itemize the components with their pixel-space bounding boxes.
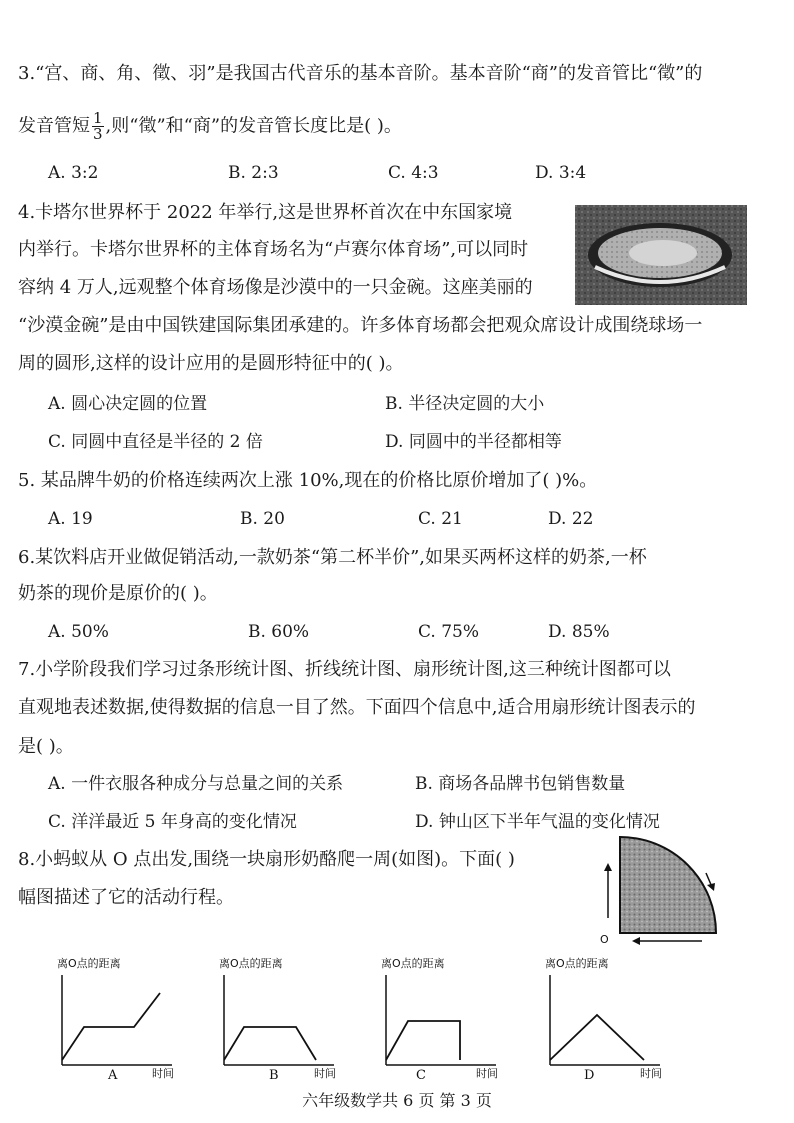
graph-a-ylabel: 离O点的距离 [57,957,121,970]
q6-option-c: C. 75% [418,622,479,642]
q4-line5: 周的圆形,这样的设计应用的是圆形特征中的( )。 [18,353,404,374]
q6-option-b: B. 60% [248,622,310,642]
q4-option-c: C. 同圆中直径是半径的 2 倍 [48,432,263,452]
graph-c [376,955,526,1080]
q3-option-a: A. 3:2 [48,163,99,183]
q5-line: 5. 某品牌牛奶的价格连续两次上涨 10%,现在的价格比原价增加了( )%。 [18,470,598,491]
graph-b-xlabel: 时间 [314,1067,336,1080]
q3-frac-den: 3 [93,125,103,143]
q5-option-c: C. 21 [418,509,463,529]
q7-line3: 是( )。 [18,736,74,757]
q6-option-a: A. 50% [48,622,109,642]
q7-option-d: D. 钟山区下半年气温的变化情况 [415,812,660,832]
q7-line2: 直观地表述数据,使得数据的信息一目了然。下面四个信息中,适合用扇形统计图表示的 [18,697,696,718]
stadium-photo [575,205,747,305]
graph-d-label: D [584,1068,595,1080]
graph-a-xlabel: 时间 [152,1067,174,1080]
graph-d [540,955,690,1080]
graph-b-label: B [269,1068,279,1080]
q3-option-d: D. 3:4 [535,163,587,183]
q3-option-c: C. 4:3 [388,163,439,183]
q6-line1: 6.某饮料店开业做促销活动,一款奶茶“第二杯半价”,如果买两杯这样的奶茶,一杯 [18,547,647,568]
origin-label: O [600,933,609,945]
q3-line1: 3.“宫、商、角、徵、羽”是我国古代音乐的基本音阶。基本音阶“商”的发音管比“徵”的 [18,63,703,84]
q8-line2: 幅图描述了它的活动行程。 [18,887,234,908]
q4-line2: 内举行。卡塔尔世界杯的主体育场名为“卢赛尔体育场”,可以同时 [18,239,529,260]
q5-option-d: D. 22 [548,509,594,529]
q4-line1: 4.卡塔尔世界杯于 2022 年举行,这是世界杯首次在中东国家境 [18,202,513,223]
q3-line2 [18,111,402,142]
graph-d-ylabel: 离O点的距离 [545,957,609,970]
q7-line1: 7.小学阶段我们学习过条形统计图、折线统计图、扇形统计图,这三种统计图都可以 [18,659,671,680]
q3-line2-before: 发音管短 [18,115,90,137]
q4-line3: 容纳 4 万人,远观整个体育场像是沙漠中的一只金碗。这座美丽的 [18,277,533,298]
cheese-sector-diagram [598,833,724,945]
q7-option-b: B. 商场各品牌书包销售数量 [415,774,626,794]
graph-d-xlabel: 时间 [640,1067,662,1080]
q5-option-a: A. 19 [48,509,93,529]
q4-option-a: A. 圆心决定圆的位置 [48,394,208,414]
graph-b [214,955,364,1080]
q5-option-b: B. 20 [240,509,285,529]
q6-line2: 奶茶的现价是原价的( )。 [18,583,218,604]
graph-c-label: C [416,1068,426,1080]
q7-option-a: A. 一件衣服各种成分与总量之间的关系 [48,774,344,794]
q3-option-b: B. 2:3 [228,163,279,183]
q4-line4: “沙漠金碗”是由中国铁建国际集团承建的。许多体育场都会把观众席设计成围绕球场一 [18,315,703,336]
graph-a-label: A [108,1068,118,1080]
q4-option-b: B. 半径决定圆的大小 [385,394,545,414]
q3-frac-num: 1 [93,109,103,127]
q7-option-c: C. 洋洋最近 5 年身高的变化情况 [48,812,297,832]
graph-b-ylabel: 离O点的距离 [219,957,283,970]
q4-option-d: D. 同圆中的半径都相等 [385,432,562,452]
graph-a [52,955,202,1080]
graph-c-xlabel: 时间 [476,1067,498,1080]
q8-line1: 8.小蚂蚁从 O 点出发,围绕一块扇形奶酪爬一周(如图)。下面( ) [18,849,515,870]
page-footer: 六年级数学共 6 页 第 3 页 [302,1091,492,1110]
q3-line2-after: ,则“徵”和“商”的发音管长度比是( )。 [105,115,402,137]
graph-c-ylabel: 离O点的距离 [381,957,445,970]
q6-option-d: D. 85% [548,622,610,642]
q3-fraction [92,111,104,142]
